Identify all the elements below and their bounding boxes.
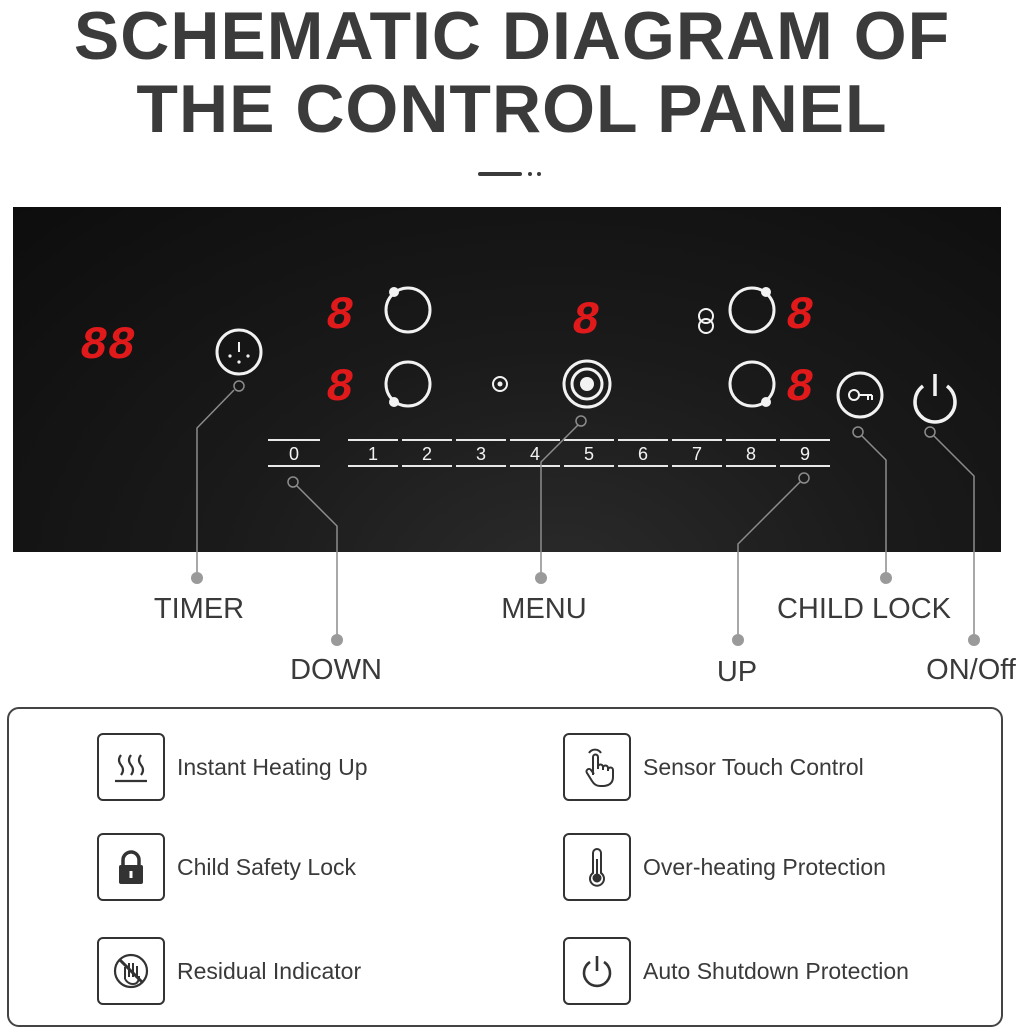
keypad-digit-7[interactable]: 7 bbox=[691, 444, 703, 464]
power-button[interactable] bbox=[915, 374, 955, 422]
touch-hand-icon bbox=[563, 733, 631, 801]
padlock-icon bbox=[97, 833, 165, 901]
timer-callout-line bbox=[197, 381, 244, 578]
keypad-digit-5[interactable]: 5 bbox=[583, 444, 595, 464]
child-lock-callout-line bbox=[853, 427, 886, 578]
no-hand-icon bbox=[97, 937, 165, 1005]
keypad-digit-2[interactable]: 2 bbox=[421, 444, 433, 464]
feature-label: Over-heating Protection bbox=[643, 853, 886, 880]
zone-display-rear-right: 8 bbox=[786, 362, 814, 414]
keypad-digit-4[interactable]: 4 bbox=[529, 444, 541, 464]
down-callout-line bbox=[288, 477, 337, 640]
keypad-digit-3[interactable]: 3 bbox=[475, 444, 487, 464]
zone-button-rear-right[interactable] bbox=[730, 362, 774, 406]
zone-display-front-left: 8 bbox=[326, 290, 354, 342]
feature-label: Child Safety Lock bbox=[177, 853, 356, 880]
page-title-line-2: THE CONTROL PANEL bbox=[136, 71, 888, 147]
center-indicator-icon bbox=[493, 377, 507, 391]
feature-label: Sensor Touch Control bbox=[643, 753, 864, 780]
feature-item bbox=[563, 833, 886, 901]
features-box bbox=[7, 707, 1003, 1027]
zone-button-front-left[interactable] bbox=[386, 288, 430, 332]
down-label: DOWN bbox=[290, 654, 382, 686]
on-off-label: ON/Off bbox=[926, 654, 1016, 686]
zone-display-front-right: 8 bbox=[786, 290, 814, 342]
feature-item bbox=[97, 833, 356, 901]
zone-button-front-right[interactable] bbox=[730, 288, 774, 332]
feature-item bbox=[97, 937, 361, 1005]
timer-label: TIMER bbox=[153, 593, 245, 625]
child-lock-button[interactable] bbox=[838, 373, 882, 417]
child-lock-label: CHILD LOCK bbox=[776, 593, 952, 625]
zone-display-rear-left: 8 bbox=[326, 362, 354, 414]
keypad-digit-8[interactable]: 8 bbox=[745, 444, 757, 464]
keypad-digit-0[interactable]: 0 bbox=[288, 444, 300, 464]
feature-label: Residual Indicator bbox=[177, 957, 362, 984]
zone-display-center: 8 bbox=[572, 295, 600, 347]
page-title-line-1: SCHEMATIC DIAGRAM OF bbox=[73, 0, 951, 74]
menu-label: MENU bbox=[501, 593, 587, 625]
keypad-digit-1[interactable]: 1 bbox=[367, 444, 379, 464]
up-label: UP bbox=[716, 656, 758, 688]
zone-button-rear-left[interactable] bbox=[386, 362, 430, 406]
menu-button[interactable] bbox=[564, 361, 610, 407]
feature-item bbox=[563, 733, 864, 801]
bridge-zone-icon[interactable] bbox=[699, 309, 713, 333]
power-icon bbox=[563, 937, 631, 1005]
heat-waves-icon bbox=[97, 733, 165, 801]
feature-label: Instant Heating Up bbox=[177, 753, 368, 780]
feature-label: Auto Shutdown Protection bbox=[643, 957, 909, 984]
feature-item bbox=[563, 937, 909, 1005]
feature-item bbox=[97, 733, 368, 801]
timer-button[interactable] bbox=[217, 330, 261, 374]
keypad-digit-6[interactable]: 6 bbox=[637, 444, 649, 464]
thermometer-icon bbox=[563, 833, 631, 901]
keypad-digit-9[interactable]: 9 bbox=[799, 444, 811, 464]
timer-display: 88 bbox=[80, 320, 136, 372]
